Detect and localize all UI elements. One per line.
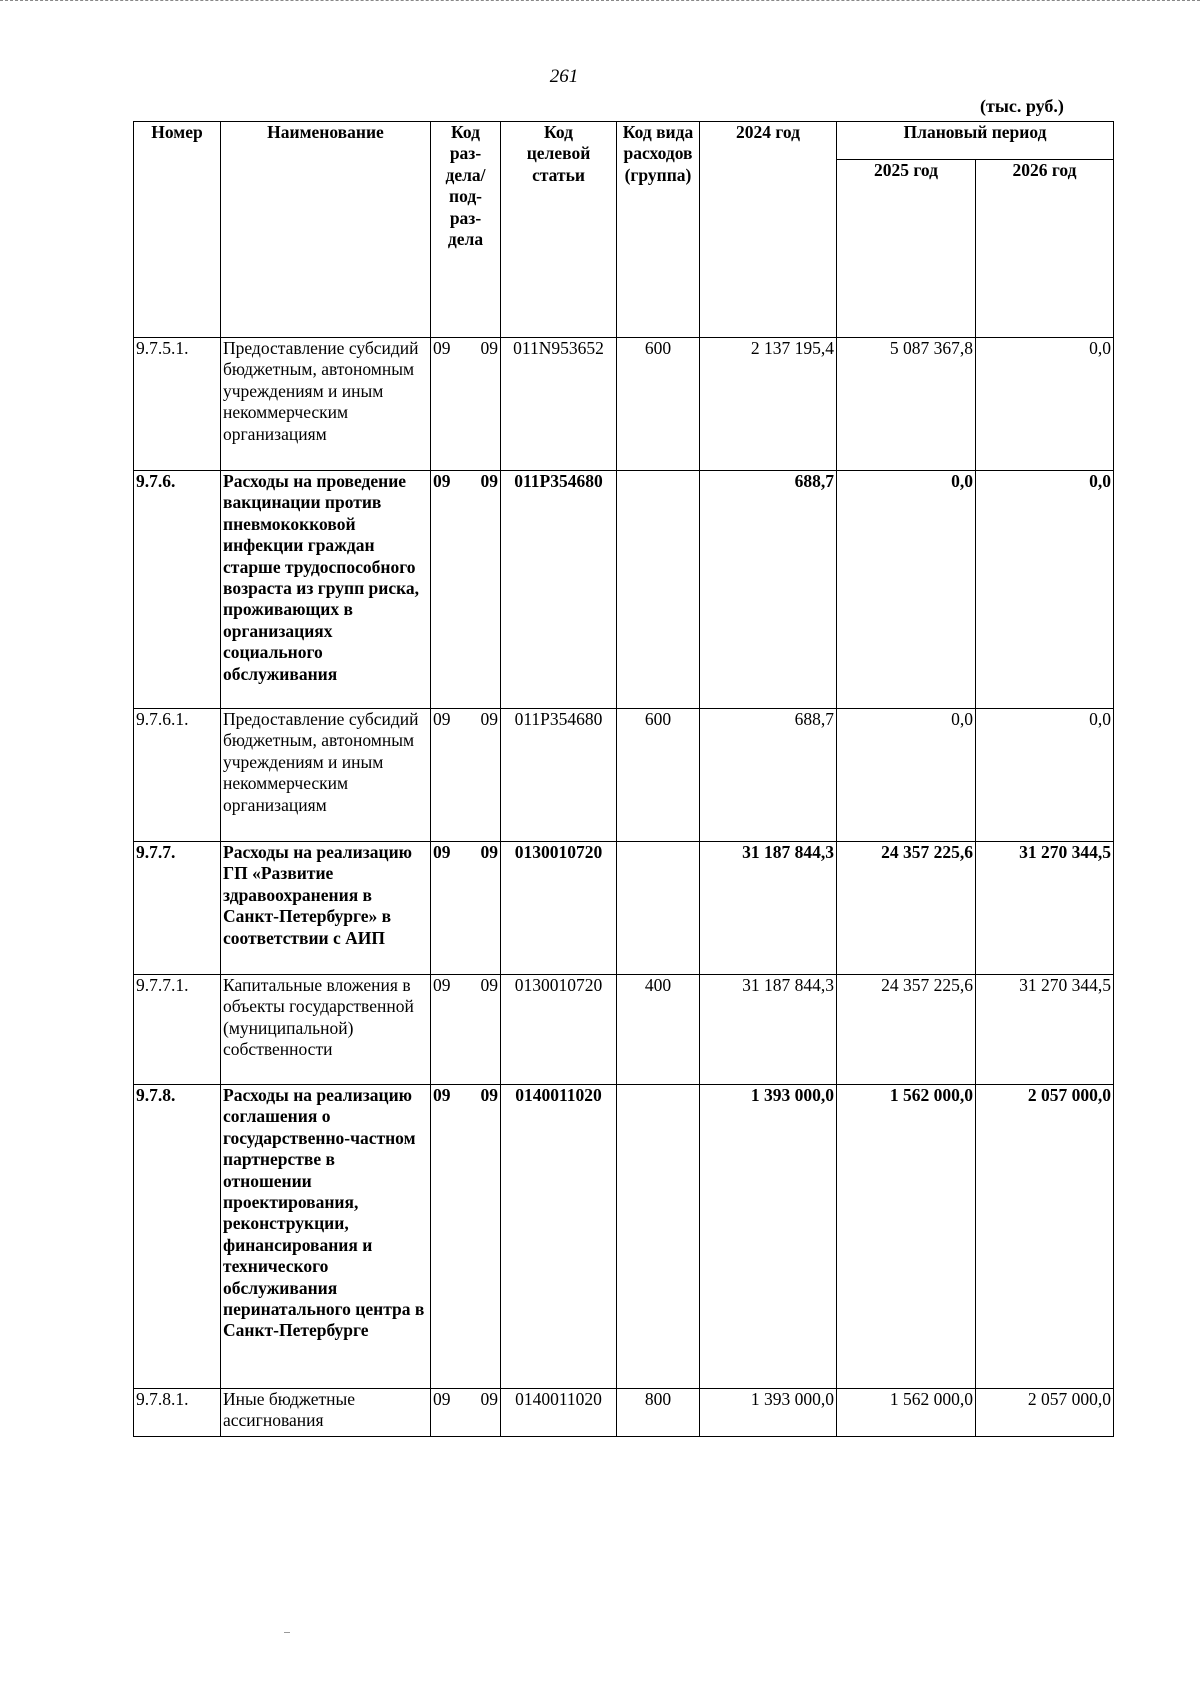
scan-speck [284,1632,290,1633]
header-name: Наименование [221,122,431,338]
row-2026: 2 057 000,0 [976,1085,1114,1389]
row-2024: 31 187 844,3 [700,975,837,1085]
row-code: 0130010720 [501,975,617,1085]
row-code: 0140011020 [501,1389,617,1437]
row-number: 9.7.5.1. [134,338,221,471]
row-code: 0140011020 [501,1085,617,1389]
table-row [134,709,1114,842]
row-2024: 1 393 000,0 [700,1085,837,1389]
row-kvr: 600 [617,709,700,842]
row-number: 9.7.8.1. [134,1389,221,1437]
table-row [134,842,1114,975]
row-2026: 0,0 [976,471,1114,709]
row-name: Расходы на проведение вакцинации против пневмококковой инфекции граждан старше трудоспособного возраста из групп риска, проживающих в организациях социального обслуживания [221,471,431,709]
header-vid: Код вида расходов (группа) [617,122,700,338]
row-number: 9.7.6. [134,471,221,709]
row-name: Предоставление субсидий бюджетным, автономным учреждениям и иным некоммерческим организациям [221,338,431,471]
row-kvr [617,1085,700,1389]
row-2025: 0,0 [837,471,976,709]
row-razdel: 09 09 [431,1389,501,1437]
row-code: 0130010720 [501,842,617,975]
row-kvr [617,842,700,975]
header-2024: 2024 год [700,122,837,338]
scan-edge [0,0,1200,4]
header-razdel: Код раз- дела/ под- раз- дела [431,122,501,338]
row-number: 9.7.6.1. [134,709,221,842]
row-kvr: 800 [617,1389,700,1437]
row-name: Расходы на реализацию ГП «Развитие здравоохранения в Санкт-Петербурге» в соответствии с АИП [221,842,431,975]
row-2024: 2 137 195,4 [700,338,837,471]
row-razdel: 09 09 [431,842,501,975]
row-2026: 2 057 000,0 [976,1389,1114,1437]
row-2026: 0,0 [976,338,1114,471]
row-kvr: 600 [617,338,700,471]
budget-table [133,121,1114,1437]
row-razdel: 09 09 [431,975,501,1085]
row-razdel: 09 09 [431,709,501,842]
row-code: 011P354680 [501,709,617,842]
header-nomer: Номер [134,122,221,338]
page-number: 261 [549,66,579,87]
row-2024: 31 187 844,3 [700,842,837,975]
row-number: 9.7.7.1. [134,975,221,1085]
row-number: 9.7.7. [134,842,221,975]
row-name: Расходы на реализацию соглашения о государственно-частном партнерстве в отношении проектирования, реконструкции, финансирования и технического обслуживания перинатального центра в Санкт-Петербурге [221,1085,431,1389]
row-number: 9.7.8. [134,1085,221,1389]
row-2025: 1 562 000,0 [837,1389,976,1437]
row-razdel: 09 09 [431,1085,501,1389]
table-row [134,338,1114,471]
row-2024: 688,7 [700,471,837,709]
header-plan-period: Плановый период [837,122,1114,160]
row-2025: 5 087 367,8 [837,338,976,471]
row-2025: 0,0 [837,709,976,842]
header-celevaya: Код целевой статьи [501,122,617,338]
row-kvr [617,471,700,709]
row-code: 011P354680 [501,471,617,709]
row-razdel: 09 09 [431,338,501,471]
row-name: Предоставление субсидий бюджетным, автономным учреждениям и иным некоммерческим организациям [221,709,431,842]
row-code: 011N953652 [501,338,617,471]
row-2024: 1 393 000,0 [700,1389,837,1437]
row-name: Иные бюджетные ассигнования [221,1389,431,1437]
row-2026: 31 270 344,5 [976,975,1114,1085]
table-row [134,1085,1114,1389]
header-2026: 2026 год [976,160,1114,338]
table-row [134,1389,1114,1437]
units-label: (тыс. руб.) [980,96,1064,116]
table-row [134,471,1114,709]
row-name: Капитальные вложения в объекты государственной (муниципальной) собственности [221,975,431,1085]
row-2025: 24 357 225,6 [837,842,976,975]
row-kvr: 400 [617,975,700,1085]
row-2025: 24 357 225,6 [837,975,976,1085]
header-2025: 2025 год [837,160,976,338]
row-2025: 1 562 000,0 [837,1085,976,1389]
row-2024: 688,7 [700,709,837,842]
row-razdel: 09 09 [431,471,501,709]
table-row [134,975,1114,1085]
row-2026: 0,0 [976,709,1114,842]
row-2026: 31 270 344,5 [976,842,1114,975]
